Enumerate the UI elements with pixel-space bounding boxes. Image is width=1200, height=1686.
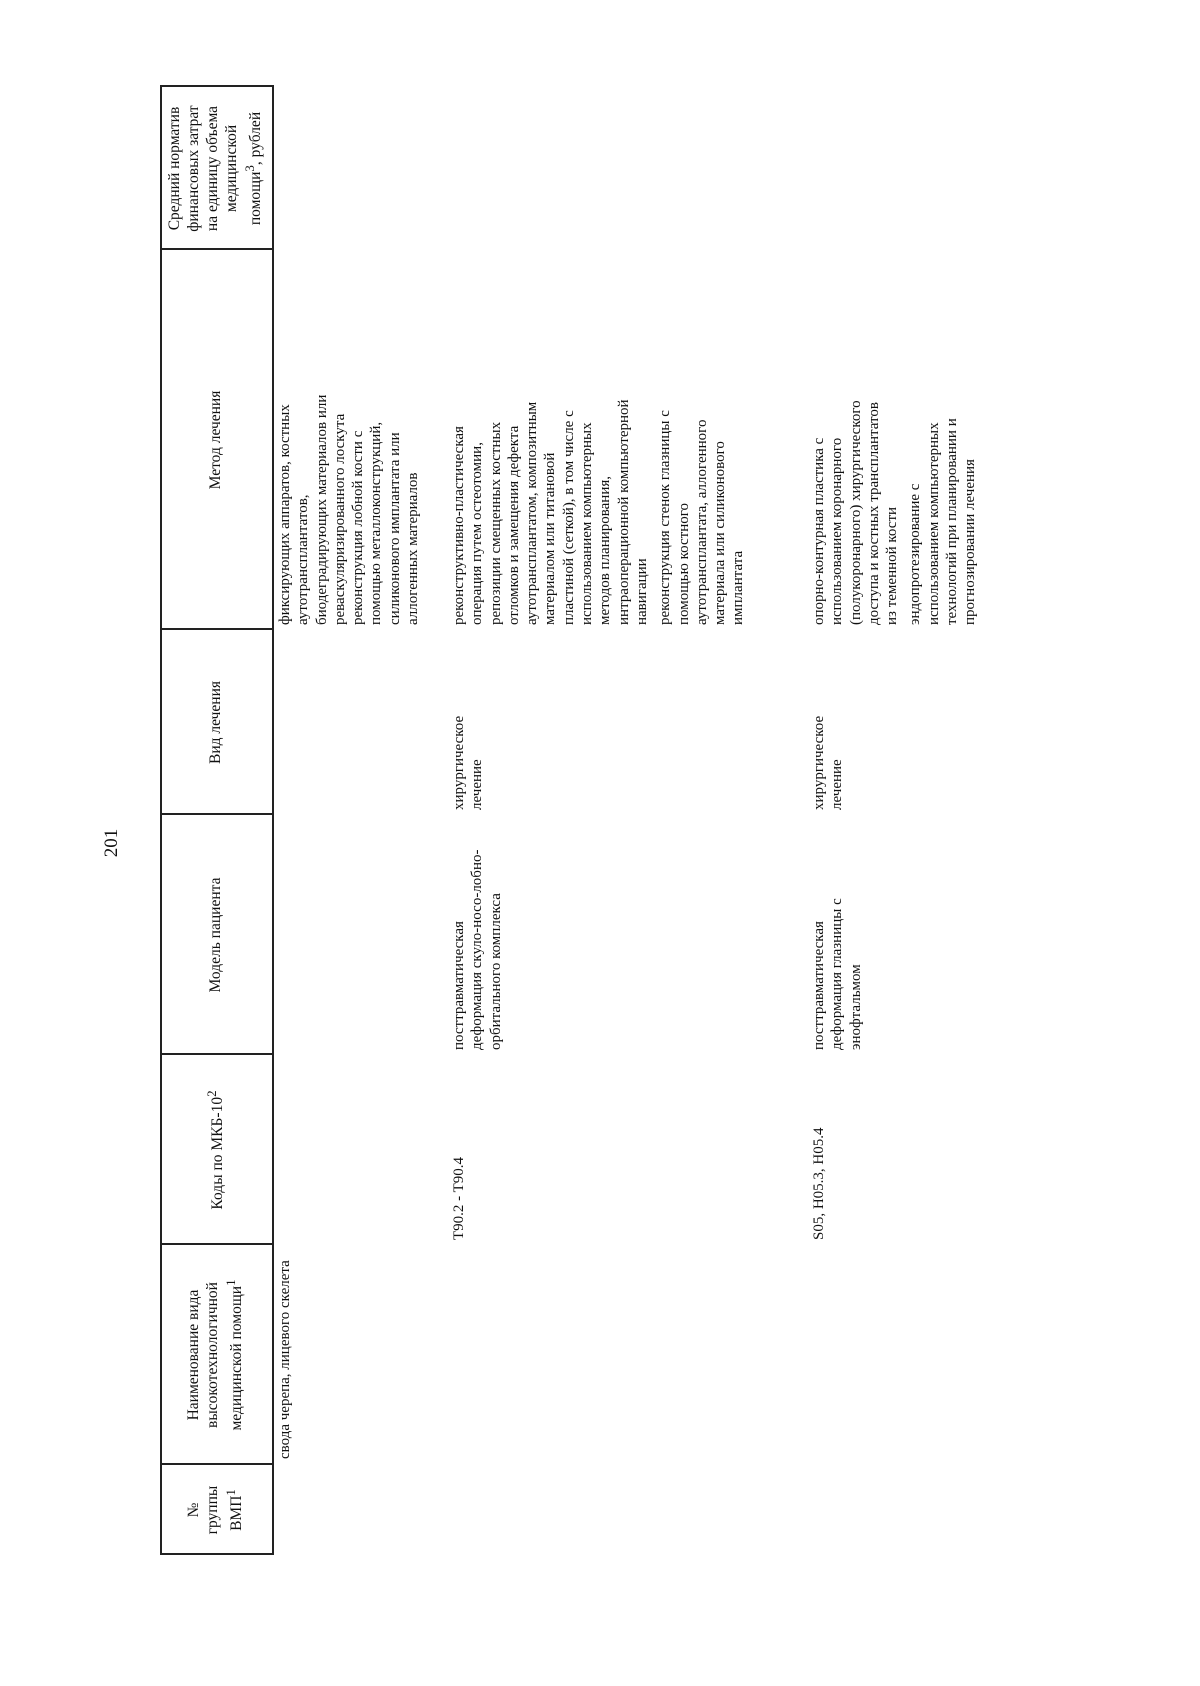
header-treatment-method: Метод лечения (206, 390, 224, 490)
row-1-patient-model: посттравматическая деформация скуло-носо-лобно- орбитального комплекса (451, 849, 504, 1050)
header-care-type-name: Наименование вида высокотехнологичной медицинской помощи$^1$ (185, 1279, 246, 1431)
row-1-treatment-type: хирургическое лечение (451, 715, 486, 810)
row-2-codes: S05, H05.3, H05.4 (811, 1127, 827, 1240)
rotated-table (160, 85, 979, 1555)
table-grid (160, 85, 920, 1555)
header-bottom-border (272, 85, 274, 1555)
continuation-care-type-name: свода черепа, лицевого скелета (277, 1260, 293, 1459)
row-2-methods: опорно-контурная пластика с использованием коронарного (полукоронарного) хирургического доступа и костных трансплантатов из теменной кости эндопротезирование с использованием компьютерных технологий при планировании и прогнозировании лечения (811, 400, 979, 625)
row-1-methods: реконструктивно-пластическая операция путем остеотомии, репозиции смещенных костных отломков и замещения дефекта аутотрансплантатом, композитным материалом или титановой пластиной (сеткой), в том числе с использованием компьютерных методов планирования, интраоперационной компьютерной навигации реконструкция стенок глазницы с помощью костного аутотрансплантата, аллогенного материала или силиконового имплантата (451, 399, 747, 625)
header-treatment-type: Вид лечения (206, 680, 224, 765)
row-2-treatment-type: хирургическое лечение (811, 715, 846, 810)
header-cost-standard: Средний норматив финансовых затрат на единицу объема медицинской помощи$^3$, рублей (166, 105, 264, 232)
row-1-codes: T90.2 - T90.4 (451, 1156, 467, 1240)
continuation-method: фиксирующих аппаратов, костных аутотрансплантатов, биодеградирующих материалов или реваскуляризированного лоскута реконструкция лобной кости с помощью металлоконструкций, силиконового имплантата или аллогенных материалов (277, 394, 422, 625)
header-patient-model: Модель пациента (206, 877, 224, 993)
page-number: 201 (101, 828, 122, 858)
header-group-number: № группы ВМП$^1$ (185, 1485, 246, 1535)
header-icd-codes: Коды по МКБ-$10^2$ (203, 1090, 227, 1210)
row-2-patient-model: посттравматическая деформация глазницы с энофтальмом (811, 898, 864, 1050)
